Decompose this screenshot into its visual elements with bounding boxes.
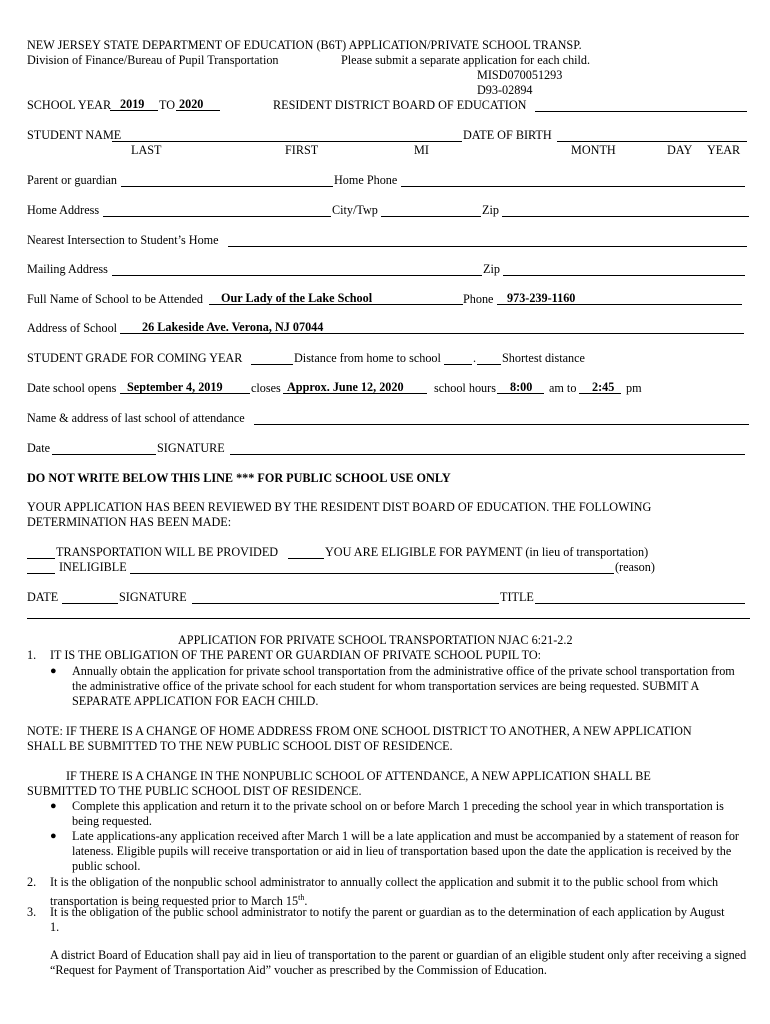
public-date-input[interactable] [62,589,118,604]
public-date-label: DATE [27,590,59,604]
bullet-icon: ● [50,665,57,677]
shortest-distance-label: Shortest distance [502,351,585,365]
item-2-number: 2. [27,875,37,889]
student-name-label: STUDENT NAME [27,128,122,142]
distance-whole-input[interactable] [444,350,472,365]
first-name-caption: FIRST [285,143,319,157]
mailing-zip-label: Zip [483,262,500,276]
mailing-address-label: Mailing Address [27,262,108,276]
hours-end-value[interactable]: 2:45 [592,380,615,394]
phone-value[interactable]: 973-239-1160 [507,291,576,305]
parent-label: Parent or guardian [27,173,118,187]
phone-label: Phone [463,292,494,306]
item-3-number: 3. [27,905,37,919]
item-2-superscript: th [298,893,305,902]
dob-label: DATE OF BIRTH [463,128,552,142]
date-label: Date [27,441,51,455]
ineligible-reason-input[interactable] [130,559,614,574]
school-hours-label: school hours [434,381,496,395]
signature-label: SIGNATURE [157,441,225,455]
school-year-to[interactable]: 2020 [179,97,204,111]
form-code-2: D93-02894 [477,83,533,97]
year-caption: YEAR [707,143,741,157]
closes-label: closes [251,381,281,395]
public-signature-input[interactable] [192,589,499,604]
public-title-label: TITLE [500,590,534,604]
item-3-text: It is the obligation of the public school administrator to notify the parent or guardian as to the determination of each application by August 1. [50,905,725,934]
school-year-to-label: TO [159,98,176,112]
city-label: City/Twp [332,203,378,217]
opens-value[interactable]: September 4, 2019 [127,380,223,394]
school-name-value[interactable]: Our Lady of the Lake School [221,291,373,305]
school-address-value[interactable]: 26 Lakeside Ave. Verona, NJ 07044 [142,320,324,334]
public-title-input[interactable] [535,589,745,604]
transport-provided-label: TRANSPORTATION WILL BE PROVIDED [56,545,279,559]
intersection-input[interactable] [228,232,747,247]
note-1-line1: NOTE: IF THERE IS A CHANGE OF HOME ADDRESS FROM ONE SCHOOL DISTRICT TO ANOTHER, A NEW APPLICATION [27,724,692,738]
separate-application-note: Please submit a separate application for each child. [341,53,591,67]
item-1-number: 1. [27,648,37,662]
date-input[interactable] [52,440,156,455]
bullet-2-text: Complete this application and return it to the private school on or before March 1 preceding the school year in which transportation is being requested. [72,799,724,828]
home-phone-input[interactable] [401,172,745,187]
intersection-label: Nearest Intersection to Student’s Home [27,233,219,247]
eligible-payment-label: YOU ARE ELIGIBLE FOR PAYMENT (in lieu of transportation) [325,545,649,559]
home-phone-label: Home Phone [334,173,398,187]
zip-label: Zip [482,203,499,217]
note-1-line2: SHALL BE SUBMITTED TO THE NEW PUBLIC SCHOOL DIST OF RESIDENCE. [27,739,453,753]
closes-value[interactable]: Approx. June 12, 2020 [287,380,404,394]
ineligible-label: INELIGIBLE [59,560,127,574]
form-title: NEW JERSEY STATE DEPARTMENT OF EDUCATION (B6T) APPLICATION/PRIVATE SCHOOL TRANSP. [27,38,582,52]
resident-board-input[interactable] [535,97,747,112]
item-2-end: . [304,894,308,909]
month-caption: MONTH [571,143,616,157]
pm-label: pm [626,381,642,395]
home-address-input[interactable] [103,202,331,217]
resident-board-label: RESIDENT DISTRICT BOARD OF EDUCATION [273,98,527,112]
middle-initial-caption: MI [414,143,429,157]
school-year-label: SCHOOL YEAR [27,98,112,112]
last-school-input[interactable] [254,410,749,425]
home-address-label: Home Address [27,203,100,217]
section-divider [27,618,750,619]
grade-input[interactable] [251,350,293,365]
reason-caption: (reason) [615,560,655,574]
item-2-main: It is the obligation of the nonpublic school administrator to annually collect the application and submit it to the public school from which transportation is being requested prior to March 15 [50,875,719,909]
grade-label: STUDENT GRADE FOR COMING YEAR [27,351,243,365]
public-use-heading: DO NOT WRITE BELOW THIS LINE *** FOR PUBLIC SCHOOL USE ONLY [27,471,451,485]
bullet-icon: ● [50,830,57,842]
distance-decimal-point: . [473,351,477,365]
parent-input[interactable] [121,172,333,187]
bullet-3-text: Late applications-any application received after March 1 will be a late application and must be accompanied by a statement of reason for lateness. Eligible pupils will receive transportation or aid in lieu of transportation based upon the date the application is received by the public school. [72,829,739,873]
opens-label: Date school opens [27,381,117,395]
review-text-line1: YOUR APPLICATION HAS BEEN REVIEWED BY THE RESIDENT DIST BOARD OF EDUCATION. THE FOLLOWING [27,500,652,514]
item-1-text: IT IS THE OBLIGATION OF THE PARENT OR GUARDIAN OF PRIVATE SCHOOL PUPIL TO: [50,648,542,662]
note-2-line2: SUBMITTED TO THE PUBLIC SCHOOL DIST OF RESIDENCE. [27,784,362,798]
distance-label: Distance from home to school [294,351,441,365]
hours-start-value[interactable]: 8:00 [510,380,533,394]
distance-decimal-input[interactable] [477,350,501,365]
item-2-text [50,875,750,909]
transport-provided-checkline[interactable] [27,544,55,559]
public-signature-label: SIGNATURE [119,590,187,604]
form-code-1: MISD070051293 [477,68,563,82]
note-2-line1: IF THERE IS A CHANGE IN THE NONPUBLIC SCHOOL OF ATTENDANCE, A NEW APPLICATION SHALL BE [66,769,651,783]
mailing-address-input[interactable] [112,261,482,276]
final-paragraph: A district Board of Education shall pay aid in lieu of transportation to the parent or guardian of an eligible student only after receiving a signed “Request for Payment of Transportation Aid” voucher as prescribed by the Commission of Education. [50,948,747,977]
am-to-label: am to [549,381,577,395]
school-year-from[interactable]: 2019 [120,97,145,111]
eligible-payment-checkline[interactable] [288,544,324,559]
zip-input[interactable] [502,202,749,217]
school-address-label: Address of School [27,321,118,335]
mailing-zip-input[interactable] [503,261,745,276]
student-name-input[interactable] [112,127,462,142]
school-name-label: Full Name of School to be Attended [27,292,204,306]
review-text-line2: DETERMINATION HAS BEEN MADE: [27,515,232,529]
ineligible-checkline[interactable] [27,559,55,574]
signature-input[interactable] [230,440,745,455]
last-school-label: Name & address of last school of attendance [27,411,245,425]
bullet-1-text: Annually obtain the application for private school transportation from the administrative office of the private school transportation from the administrative office of the private school for each student for whom transportation services are being requested. SUBMIT A SEPARATE APPLICATION FOR EACH CHILD. [72,664,735,708]
dob-input[interactable] [557,127,747,142]
division-name: Division of Finance/Bureau of Pupil Transportation [27,53,279,67]
city-input[interactable] [381,202,481,217]
day-caption: DAY [667,143,693,157]
instructions-heading: APPLICATION FOR PRIVATE SCHOOL TRANSPORTATION NJAC 6:21-2.2 [178,633,573,647]
bullet-icon: ● [50,800,57,812]
last-name-caption: LAST [131,143,162,157]
